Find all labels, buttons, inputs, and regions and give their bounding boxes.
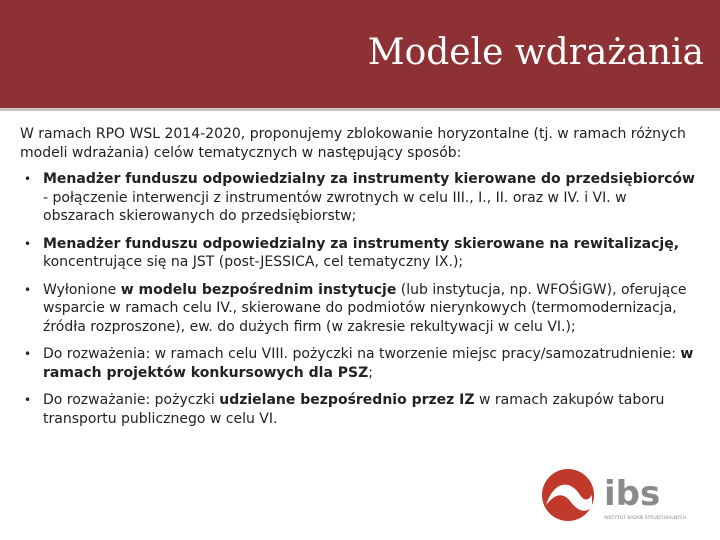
ibs-logo [540,465,690,525]
bullet-item [20,345,696,382]
bullet-item [20,281,696,337]
bullet-text: Do rozważanie: pożyczki [43,392,220,408]
logo-tagline: INSTYTUT BADAŃ STRUKTURALNYCH [604,516,687,521]
bullet-text: Do rozważenia: w ramach celu VIII. pożyczki na tworzenie miejsc pracy/samozatrudnienie: [43,346,681,362]
bullet-text: - połączenie interwencji z instrumentów zwrotnych w celu III., I., II. oraz w IV. i VI. w obszarach skierowanych do przedsiębiorstw; [43,189,627,224]
bullet-item [20,170,696,226]
bullet-dot: • [24,347,32,361]
slide-title: Modele wdrażania [367,32,704,73]
bullet-text: w ramach zakupów taboru transportu publicznego w celu VI. [43,392,665,427]
bullet-bold-text: w ramach projektów konkursowych dla PSZ [43,346,694,381]
slide-body [20,125,696,437]
title-bar [0,0,720,108]
bullet-text: ; [368,364,373,381]
logo-text: ibs [604,474,661,514]
bullet-item [20,391,696,428]
bullet-text: Wyłonione [43,281,121,298]
bullet-text: koncentrujące się na JST (post-JESSICA, cel tematyczny IX.); [43,254,464,270]
bullet-bold-text: udzielane bezpośrednio przez IZ [219,392,475,408]
bullet-text: (lub instytucja, np. WFOŚiGW), oferujące wsparcie w ramach celu IV., skierowane do podmiotów nierynkowych (termomodernizacja, źródła rozproszone), ew. do dużych firm (w zakresie rekultywacji w celu VI.); [43,281,687,335]
bullet-item [20,235,696,272]
bullet-bold-text: w modelu bezpośrednim instytucje [120,281,397,298]
bullet-dot: • [24,393,32,407]
bullet-dot: • [24,282,32,297]
bullet-dot: • [24,236,32,251]
bullet-dot: • [24,172,32,186]
divider-line [0,108,720,111]
bullet-bold-text: Menadżer funduszu odpowiedzialny za instrumenty kierowane do przedsiębiorców [43,171,695,187]
bullet-bold-text: Menadżer funduszu odpowiedzialny za instrumenty skierowane na rewitalizację, [43,235,680,252]
intro-paragraph: W ramach RPO WSL 2014-2020, proponujemy zblokowanie horyzontalne (tj. w ramach różnych modeli wdrażania) celów tematycznych w następujący sposób: [20,126,686,161]
bullet-list [20,170,696,428]
